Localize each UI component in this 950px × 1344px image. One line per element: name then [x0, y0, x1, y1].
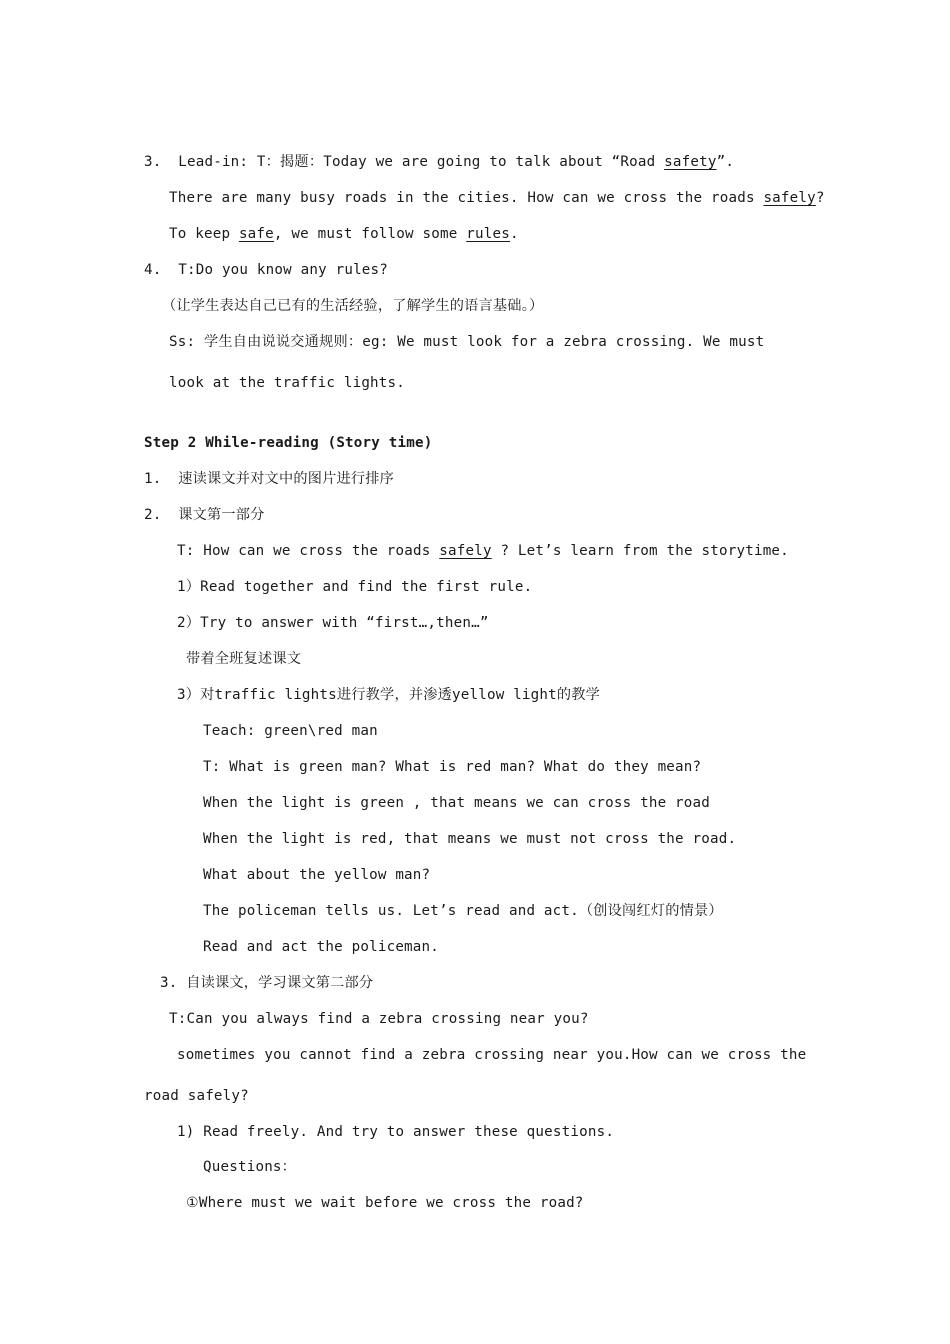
item-1-skim	[144, 469, 394, 489]
underlined-safely-2: safely	[439, 543, 492, 559]
keep-safe-line	[169, 224, 519, 244]
questions-label: Questions：	[203, 1159, 297, 1175]
underlined-safely: safely	[763, 190, 816, 206]
keep-safe-c: .	[509, 226, 519, 242]
traffic-lights-line: look at the traffic lights.	[169, 375, 406, 391]
storytime-question	[177, 541, 789, 561]
lead-in-text: Lead-in: T：揭题：Today we are going to talk about “Road	[178, 154, 665, 170]
keep-safe-a: To keep	[169, 226, 239, 242]
storytime-pre: T: How can we cross the roads	[177, 543, 440, 559]
red-light-line: When the light is red, that means we must not cross the road.	[203, 831, 737, 847]
green-light-line: When the light is green , that means we can cross the road	[203, 795, 711, 811]
teach-line: Teach: green\red man	[203, 723, 378, 739]
policeman-line: The policeman tells us. Let’s read and act.（创设闯红灯的情景）	[203, 903, 723, 919]
rules-question: T:Do you know any rules?	[178, 262, 389, 278]
act-policeman-line: Read and act the policeman.	[203, 939, 440, 955]
retell-note: 带着全班复述课文	[186, 651, 302, 667]
step-2-heading: Step 2 While-reading (Story time)	[144, 435, 433, 451]
students-rules-line: Ss: 学生自由说说交通规则：eg: We must look for a zebra crossing. We must	[169, 334, 765, 350]
sub-item-1: 1）Read together and find the first rule.	[177, 579, 533, 595]
underlined-rules: rules	[466, 226, 510, 242]
underlined-safety: safety	[664, 154, 717, 170]
busy-roads-line	[169, 188, 825, 208]
sub-item-2: 2）Try to answer with “first…,then…”	[177, 615, 489, 631]
item-number: 4.	[144, 262, 162, 278]
sub-item-3: 3）对traffic lights进行教学，并渗透yellow light的教学	[177, 687, 601, 703]
part-one-text: 课文第一部分	[178, 507, 265, 523]
lead-in-end: ”.	[716, 154, 735, 170]
road-safely-line: road safely?	[144, 1088, 249, 1104]
green-red-question: T: What is green man? What is red man? What do they mean?	[203, 759, 702, 775]
yellow-man-line: What about the yellow man?	[203, 867, 431, 883]
skim-text: 速读课文并对文中的图片进行排序	[178, 471, 395, 487]
storytime-post: ? Let’s learn from the storytime.	[491, 543, 789, 559]
read-freely-line: 1) Read freely. And try to answer these questions.	[177, 1124, 615, 1140]
sometimes-line: sometimes you cannot find a zebra crossing near you.How can we cross the	[177, 1047, 807, 1063]
busy-roads-text: There are many busy roads in the cities. How can we cross the roads	[169, 190, 764, 206]
teacher-note: （让学生表达自己已有的生活经验，了解学生的语言基础。）	[162, 298, 544, 314]
item-number: 3.	[144, 154, 162, 170]
question-1: ①Where must we wait before we cross the road?	[186, 1195, 584, 1211]
item-4-rules	[144, 260, 388, 280]
item-number: 1.	[144, 471, 162, 487]
busy-roads-end: ?	[815, 190, 825, 206]
keep-safe-b: , we must follow some	[273, 226, 467, 242]
item-number: 2.	[144, 507, 162, 523]
zebra-question: T:Can you always find a zebra crossing near you?	[169, 1011, 589, 1027]
item-3-self-read: 3. 自读课文，学习课文第二部分	[160, 975, 374, 991]
underlined-safe: safe	[238, 226, 274, 242]
item-2-part-one	[144, 505, 265, 525]
item-3-lead-in	[144, 152, 734, 172]
